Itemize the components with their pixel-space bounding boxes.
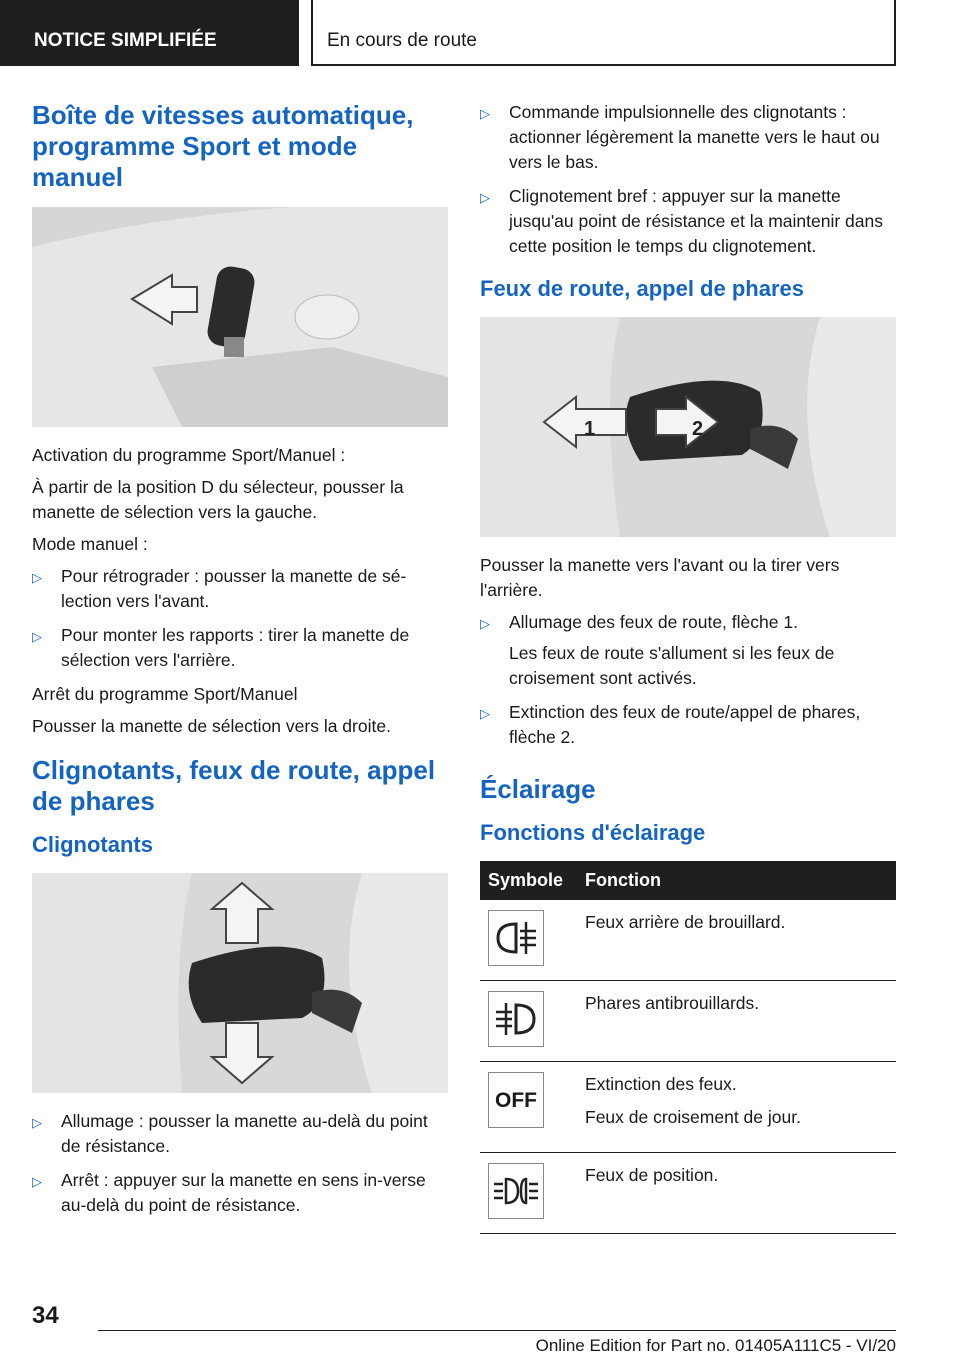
heading-lighting-functions: Fonctions d'éclairage <box>480 820 706 845</box>
from-d-text: À partir de la position D du sélecteur, pousser la manette de sélection vers la gauche. <box>32 477 404 522</box>
col-symbol: Symbole <box>480 861 577 900</box>
heading-signals: Clignotants, feux de route, appel de phares <box>32 755 436 816</box>
arrow-1-label: 1 <box>584 418 596 440</box>
page-header <box>0 0 960 66</box>
triangle-bullet-icon: ▷ <box>480 616 490 631</box>
col-function: Fonction <box>577 861 896 900</box>
triangle-bullet-icon: ▷ <box>32 629 42 644</box>
heading-high-beam: Feux de route, appel de phares <box>480 276 804 301</box>
edition-text: Online Edition for Part no. 01405A111C5 - VI/20 <box>535 1336 896 1355</box>
push-right-text: Pousser la manette de sélection vers la droite. <box>32 716 391 736</box>
table-row <box>480 1062 896 1153</box>
parking-light-icon <box>488 1163 544 1219</box>
stop-text: Arrêt du programme Sport/Manuel <box>32 684 298 704</box>
chapter-tab: En cours de route <box>311 0 896 66</box>
list-item: ▷ Commande impulsionnelle des clignotants : actionner légèrement la manette vers le haut ou vers le bas. <box>480 102 880 172</box>
heading-turn-signals: Clignotants <box>32 832 153 857</box>
arrow-2-label: 2 <box>692 418 704 440</box>
list-item: ▷ Arrêt : appuyer sur la manette en sens in-verse au-delà du point de résistance. <box>32 1170 426 1215</box>
heading-gearbox: Boîte de vitesses automatique, programme Sport et mode manuel <box>32 100 414 192</box>
activation-text: Activation du programme Sport/Manuel : <box>32 445 346 465</box>
push-pull-text: Pousser la manette vers l'avant ou la tirer vers l'arrière. <box>480 555 840 600</box>
off-icon: OFF <box>488 1072 544 1128</box>
footer-divider <box>98 1330 896 1331</box>
high-beam-illustration <box>480 317 896 537</box>
function-text: Extinction des feux. <box>585 1074 737 1094</box>
manual-mode-list <box>32 564 448 673</box>
function-text: Phares antibrouillards. <box>585 993 760 1013</box>
function-text: Feux de croisement de jour. <box>585 1107 801 1127</box>
triangle-bullet-icon: ▷ <box>32 570 42 585</box>
list-item: ▷ Extinction des feux de route/appel de phares, flèche 2. <box>480 702 861 747</box>
list-item: ▷ Allumage des feux de route, flèche 1. Les feux de route s'allument si les feux de croisement sont activés. <box>480 610 896 691</box>
list-item: ▷ Pour rétrograder : pousser la manette de sé-lection vers l'avant. <box>32 566 407 611</box>
left-column <box>32 100 448 1227</box>
turn-signal-list <box>32 1109 448 1218</box>
list-item: ▷ Pour monter les rapports : tirer la manette de sélection vers l'arrière. <box>32 625 410 670</box>
triangle-bullet-icon: ▷ <box>32 1174 42 1189</box>
triangle-bullet-icon: ▷ <box>480 106 490 121</box>
page-number: 34 <box>32 1302 59 1329</box>
table-row <box>480 1153 896 1234</box>
manual-mode-text: Mode manuel : <box>32 534 148 554</box>
list-sub-text: Les feux de route s'allument si les feux de croisement sont activés. <box>509 643 835 688</box>
rear-fog-light-icon <box>488 910 544 966</box>
heading-lighting: Éclairage <box>480 774 596 804</box>
right-column <box>480 100 896 1234</box>
high-beam-list <box>480 610 896 750</box>
table-row <box>480 900 896 981</box>
turn-signal-illustration <box>32 873 448 1093</box>
triangle-bullet-icon: ▷ <box>480 190 490 205</box>
function-text: Feux arrière de brouillard. <box>585 912 786 932</box>
list-item: ▷ Allumage : pousser la manette au-delà du point de résistance. <box>32 1111 428 1156</box>
table-row <box>480 981 896 1062</box>
triangle-bullet-icon: ▷ <box>480 706 490 721</box>
turn-signal-list-continued <box>480 100 896 259</box>
function-text: Feux de position. <box>585 1165 719 1185</box>
list-item: ▷ Clignotement bref : appuyer sur la manette jusqu'au point de résistance et la maintenir dans cette position le temps du clignotement. <box>480 186 883 256</box>
triangle-bullet-icon: ▷ <box>32 1115 42 1130</box>
lighting-table <box>480 861 896 1234</box>
section-tab: NOTICE SIMPLIFIÉE <box>0 0 299 66</box>
gear-selector-illustration <box>32 207 448 427</box>
front-fog-light-icon <box>488 991 544 1047</box>
